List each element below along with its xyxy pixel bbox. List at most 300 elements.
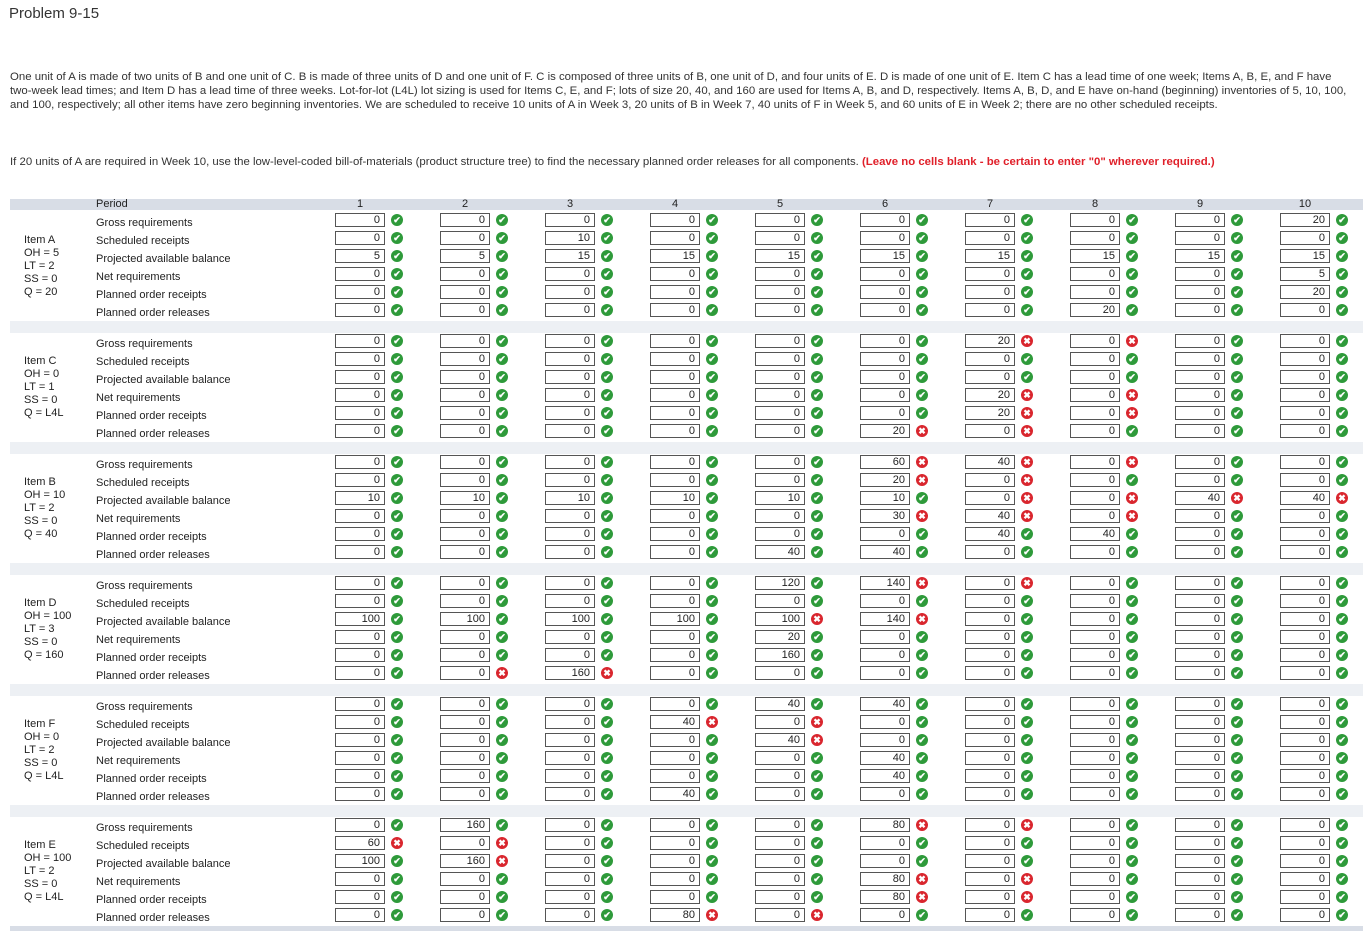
mrp-input-cell[interactable]: 0 xyxy=(860,666,910,680)
mrp-input-cell[interactable]: 0 xyxy=(650,473,700,487)
mrp-input-cell[interactable]: 0 xyxy=(335,666,385,680)
mrp-input-cell[interactable]: 0 xyxy=(860,406,910,420)
mrp-input-cell[interactable]: 0 xyxy=(1175,908,1225,922)
mrp-input-cell[interactable]: 160 xyxy=(545,666,595,680)
mrp-input-cell[interactable]: 0 xyxy=(1070,267,1120,281)
mrp-input-cell[interactable]: 0 xyxy=(1280,715,1330,729)
mrp-input-cell[interactable]: 0 xyxy=(965,303,1015,317)
mrp-input-cell[interactable]: 0 xyxy=(965,213,1015,227)
mrp-input-cell[interactable]: 10 xyxy=(545,231,595,245)
mrp-input-cell[interactable]: 20 xyxy=(1070,303,1120,317)
mrp-input-cell[interactable]: 0 xyxy=(1280,836,1330,850)
mrp-input-cell[interactable]: 0 xyxy=(965,890,1015,904)
mrp-input-cell[interactable]: 0 xyxy=(1175,473,1225,487)
mrp-input-cell[interactable]: 0 xyxy=(545,836,595,850)
mrp-input-cell[interactable]: 0 xyxy=(650,818,700,832)
mrp-input-cell[interactable]: 0 xyxy=(440,352,490,366)
mrp-input-cell[interactable]: 0 xyxy=(440,545,490,559)
mrp-input-cell[interactable]: 0 xyxy=(755,751,805,765)
mrp-input-cell[interactable]: 0 xyxy=(650,352,700,366)
mrp-input-cell[interactable]: 0 xyxy=(440,872,490,886)
mrp-input-cell[interactable]: 15 xyxy=(860,249,910,263)
mrp-input-cell[interactable]: 0 xyxy=(755,473,805,487)
mrp-input-cell[interactable]: 0 xyxy=(1280,890,1330,904)
mrp-input-cell[interactable]: 0 xyxy=(1175,370,1225,384)
mrp-input-cell[interactable]: 160 xyxy=(755,648,805,662)
mrp-input-cell[interactable]: 0 xyxy=(650,213,700,227)
mrp-input-cell[interactable]: 20 xyxy=(755,630,805,644)
mrp-input-cell[interactable]: 0 xyxy=(1280,854,1330,868)
mrp-input-cell[interactable]: 0 xyxy=(1280,576,1330,590)
mrp-input-cell[interactable]: 0 xyxy=(545,424,595,438)
mrp-input-cell[interactable]: 0 xyxy=(1175,715,1225,729)
mrp-input-cell[interactable]: 0 xyxy=(755,509,805,523)
mrp-input-cell[interactable]: 0 xyxy=(545,285,595,299)
mrp-input-cell[interactable]: 0 xyxy=(1175,594,1225,608)
mrp-input-cell[interactable]: 0 xyxy=(1070,715,1120,729)
mrp-input-cell[interactable]: 0 xyxy=(1280,527,1330,541)
mrp-input-cell[interactable]: 0 xyxy=(860,285,910,299)
mrp-input-cell[interactable]: 0 xyxy=(1070,697,1120,711)
mrp-input-cell[interactable]: 0 xyxy=(1175,388,1225,402)
mrp-input-cell[interactable]: 0 xyxy=(440,733,490,747)
mrp-input-cell[interactable]: 15 xyxy=(545,249,595,263)
mrp-input-cell[interactable]: 0 xyxy=(650,890,700,904)
mrp-input-cell[interactable]: 0 xyxy=(860,527,910,541)
mrp-input-cell[interactable]: 0 xyxy=(1070,388,1120,402)
mrp-input-cell[interactable]: 0 xyxy=(335,576,385,590)
mrp-input-cell[interactable]: 0 xyxy=(335,267,385,281)
mrp-input-cell[interactable]: 0 xyxy=(1175,648,1225,662)
mrp-input-cell[interactable]: 15 xyxy=(650,249,700,263)
mrp-input-cell[interactable]: 0 xyxy=(440,697,490,711)
mrp-input-cell[interactable]: 0 xyxy=(650,697,700,711)
mrp-input-cell[interactable]: 0 xyxy=(650,406,700,420)
mrp-input-cell[interactable]: 0 xyxy=(1175,285,1225,299)
mrp-input-cell[interactable]: 0 xyxy=(1175,213,1225,227)
mrp-input-cell[interactable]: 0 xyxy=(650,854,700,868)
mrp-input-cell[interactable]: 0 xyxy=(755,854,805,868)
mrp-input-cell[interactable]: 15 xyxy=(965,249,1015,263)
mrp-input-cell[interactable]: 60 xyxy=(860,455,910,469)
mrp-input-cell[interactable]: 0 xyxy=(440,715,490,729)
mrp-input-cell[interactable]: 0 xyxy=(545,818,595,832)
mrp-input-cell[interactable]: 40 xyxy=(1175,491,1225,505)
mrp-input-cell[interactable]: 0 xyxy=(545,406,595,420)
mrp-input-cell[interactable]: 0 xyxy=(1070,787,1120,801)
mrp-input-cell[interactable]: 0 xyxy=(440,787,490,801)
mrp-input-cell[interactable]: 0 xyxy=(1070,594,1120,608)
mrp-input-cell[interactable]: 0 xyxy=(1175,527,1225,541)
mrp-input-cell[interactable]: 0 xyxy=(545,509,595,523)
mrp-input-cell[interactable]: 0 xyxy=(755,769,805,783)
mrp-input-cell[interactable]: 0 xyxy=(1070,818,1120,832)
mrp-input-cell[interactable]: 0 xyxy=(440,231,490,245)
mrp-input-cell[interactable]: 0 xyxy=(1175,769,1225,783)
mrp-input-cell[interactable]: 40 xyxy=(860,769,910,783)
mrp-input-cell[interactable]: 0 xyxy=(755,836,805,850)
mrp-input-cell[interactable]: 0 xyxy=(335,872,385,886)
mrp-input-cell[interactable]: 0 xyxy=(1070,285,1120,299)
mrp-input-cell[interactable]: 0 xyxy=(335,733,385,747)
mrp-input-cell[interactable]: 10 xyxy=(650,491,700,505)
mrp-input-cell[interactable]: 0 xyxy=(965,854,1015,868)
mrp-input-cell[interactable]: 0 xyxy=(335,697,385,711)
mrp-input-cell[interactable]: 0 xyxy=(335,303,385,317)
mrp-input-cell[interactable]: 0 xyxy=(965,872,1015,886)
mrp-input-cell[interactable]: 0 xyxy=(650,648,700,662)
mrp-input-cell[interactable]: 0 xyxy=(1070,491,1120,505)
mrp-input-cell[interactable]: 0 xyxy=(440,267,490,281)
mrp-input-cell[interactable]: 0 xyxy=(1280,769,1330,783)
mrp-input-cell[interactable]: 0 xyxy=(1175,334,1225,348)
mrp-input-cell[interactable]: 40 xyxy=(1070,527,1120,541)
mrp-input-cell[interactable]: 0 xyxy=(1175,818,1225,832)
mrp-input-cell[interactable]: 0 xyxy=(1280,545,1330,559)
mrp-input-cell[interactable]: 0 xyxy=(335,527,385,541)
mrp-input-cell[interactable]: 0 xyxy=(1070,406,1120,420)
mrp-input-cell[interactable]: 0 xyxy=(335,715,385,729)
mrp-input-cell[interactable]: 0 xyxy=(440,751,490,765)
mrp-input-cell[interactable]: 0 xyxy=(1280,303,1330,317)
mrp-input-cell[interactable]: 0 xyxy=(1280,424,1330,438)
mrp-input-cell[interactable]: 10 xyxy=(335,491,385,505)
mrp-input-cell[interactable]: 0 xyxy=(545,751,595,765)
mrp-input-cell[interactable]: 0 xyxy=(335,787,385,801)
mrp-input-cell[interactable]: 0 xyxy=(440,406,490,420)
mrp-input-cell[interactable]: 0 xyxy=(650,751,700,765)
mrp-input-cell[interactable]: 0 xyxy=(1280,648,1330,662)
mrp-input-cell[interactable]: 0 xyxy=(860,648,910,662)
mrp-input-cell[interactable]: 0 xyxy=(965,491,1015,505)
mrp-input-cell[interactable]: 0 xyxy=(545,527,595,541)
mrp-input-cell[interactable]: 0 xyxy=(1070,231,1120,245)
mrp-input-cell[interactable]: 0 xyxy=(1070,890,1120,904)
mrp-input-cell[interactable]: 0 xyxy=(545,769,595,783)
mrp-input-cell[interactable]: 20 xyxy=(1280,213,1330,227)
mrp-input-cell[interactable]: 0 xyxy=(755,715,805,729)
mrp-input-cell[interactable]: 80 xyxy=(860,890,910,904)
mrp-input-cell[interactable]: 0 xyxy=(1175,406,1225,420)
mrp-input-cell[interactable]: 40 xyxy=(650,787,700,801)
mrp-input-cell[interactable]: 0 xyxy=(545,388,595,402)
mrp-input-cell[interactable]: 0 xyxy=(650,424,700,438)
mrp-input-cell[interactable]: 0 xyxy=(965,231,1015,245)
mrp-input-cell[interactable]: 20 xyxy=(1280,285,1330,299)
mrp-input-cell[interactable]: 40 xyxy=(755,545,805,559)
mrp-input-cell[interactable]: 40 xyxy=(860,697,910,711)
mrp-input-cell[interactable]: 0 xyxy=(650,769,700,783)
mrp-input-cell[interactable]: 0 xyxy=(440,666,490,680)
mrp-input-cell[interactable]: 0 xyxy=(545,697,595,711)
mrp-input-cell[interactable]: 0 xyxy=(1175,576,1225,590)
mrp-input-cell[interactable]: 0 xyxy=(335,545,385,559)
mrp-input-cell[interactable]: 15 xyxy=(755,249,805,263)
mrp-input-cell[interactable]: 20 xyxy=(965,334,1015,348)
mrp-input-cell[interactable]: 0 xyxy=(1280,612,1330,626)
mrp-input-cell[interactable]: 0 xyxy=(965,648,1015,662)
mrp-input-cell[interactable]: 30 xyxy=(860,509,910,523)
mrp-input-cell[interactable]: 0 xyxy=(440,594,490,608)
mrp-input-cell[interactable]: 0 xyxy=(1175,267,1225,281)
mrp-input-cell[interactable]: 0 xyxy=(650,630,700,644)
mrp-input-cell[interactable]: 100 xyxy=(335,612,385,626)
mrp-input-cell[interactable]: 60 xyxy=(335,836,385,850)
mrp-input-cell[interactable]: 0 xyxy=(440,388,490,402)
mrp-input-cell[interactable]: 0 xyxy=(1070,334,1120,348)
mrp-input-cell[interactable]: 0 xyxy=(335,352,385,366)
mrp-input-cell[interactable]: 0 xyxy=(965,769,1015,783)
mrp-input-cell[interactable]: 0 xyxy=(755,594,805,608)
mrp-input-cell[interactable]: 0 xyxy=(545,787,595,801)
mrp-input-cell[interactable]: 0 xyxy=(1280,630,1330,644)
mrp-input-cell[interactable]: 0 xyxy=(860,388,910,402)
mrp-input-cell[interactable]: 0 xyxy=(1070,854,1120,868)
mrp-input-cell[interactable]: 40 xyxy=(1280,491,1330,505)
mrp-input-cell[interactable]: 0 xyxy=(545,576,595,590)
mrp-input-cell[interactable]: 0 xyxy=(1175,733,1225,747)
mrp-input-cell[interactable]: 0 xyxy=(1175,751,1225,765)
mrp-input-cell[interactable]: 0 xyxy=(335,509,385,523)
mrp-input-cell[interactable]: 0 xyxy=(650,455,700,469)
mrp-input-cell[interactable]: 0 xyxy=(1175,872,1225,886)
mrp-input-cell[interactable]: 0 xyxy=(1070,648,1120,662)
mrp-input-cell[interactable]: 0 xyxy=(335,751,385,765)
mrp-input-cell[interactable]: 0 xyxy=(545,872,595,886)
mrp-input-cell[interactable]: 0 xyxy=(1175,890,1225,904)
mrp-input-cell[interactable]: 0 xyxy=(1175,630,1225,644)
mrp-input-cell[interactable]: 0 xyxy=(965,787,1015,801)
mrp-input-cell[interactable]: 160 xyxy=(440,854,490,868)
mrp-input-cell[interactable]: 0 xyxy=(1070,908,1120,922)
mrp-input-cell[interactable]: 0 xyxy=(755,406,805,420)
mrp-input-cell[interactable]: 160 xyxy=(440,818,490,832)
mrp-input-cell[interactable]: 0 xyxy=(860,231,910,245)
mrp-input-cell[interactable]: 0 xyxy=(965,473,1015,487)
mrp-input-cell[interactable]: 80 xyxy=(860,872,910,886)
mrp-input-cell[interactable]: 0 xyxy=(860,787,910,801)
mrp-input-cell[interactable]: 0 xyxy=(335,406,385,420)
mrp-input-cell[interactable]: 40 xyxy=(650,715,700,729)
mrp-input-cell[interactable]: 0 xyxy=(1280,352,1330,366)
mrp-input-cell[interactable]: 100 xyxy=(545,612,595,626)
mrp-input-cell[interactable]: 0 xyxy=(545,352,595,366)
mrp-input-cell[interactable]: 0 xyxy=(755,213,805,227)
mrp-input-cell[interactable]: 0 xyxy=(1070,213,1120,227)
mrp-input-cell[interactable]: 0 xyxy=(1175,352,1225,366)
mrp-input-cell[interactable]: 0 xyxy=(1175,545,1225,559)
mrp-input-cell[interactable]: 40 xyxy=(860,545,910,559)
mrp-input-cell[interactable]: 0 xyxy=(1280,594,1330,608)
mrp-input-cell[interactable]: 0 xyxy=(1070,769,1120,783)
mrp-input-cell[interactable]: 0 xyxy=(650,872,700,886)
mrp-input-cell[interactable]: 40 xyxy=(755,733,805,747)
mrp-input-cell[interactable]: 0 xyxy=(440,630,490,644)
mrp-input-cell[interactable]: 0 xyxy=(1175,455,1225,469)
mrp-input-cell[interactable]: 0 xyxy=(860,715,910,729)
mrp-input-cell[interactable]: 0 xyxy=(1280,406,1330,420)
mrp-input-cell[interactable]: 0 xyxy=(1070,370,1120,384)
mrp-input-cell[interactable]: 100 xyxy=(755,612,805,626)
mrp-input-cell[interactable]: 0 xyxy=(440,213,490,227)
mrp-input-cell[interactable]: 0 xyxy=(860,267,910,281)
mrp-input-cell[interactable]: 0 xyxy=(755,527,805,541)
mrp-input-cell[interactable]: 0 xyxy=(1280,334,1330,348)
mrp-input-cell[interactable]: 0 xyxy=(860,213,910,227)
mrp-input-cell[interactable]: 0 xyxy=(335,630,385,644)
mrp-input-cell[interactable]: 0 xyxy=(965,908,1015,922)
mrp-input-cell[interactable]: 0 xyxy=(1280,697,1330,711)
mrp-input-cell[interactable]: 0 xyxy=(860,352,910,366)
mrp-input-cell[interactable]: 40 xyxy=(860,751,910,765)
mrp-input-cell[interactable]: 0 xyxy=(335,285,385,299)
mrp-input-cell[interactable]: 0 xyxy=(965,285,1015,299)
mrp-input-cell[interactable]: 0 xyxy=(860,594,910,608)
mrp-input-cell[interactable]: 0 xyxy=(545,854,595,868)
mrp-input-cell[interactable]: 0 xyxy=(1175,612,1225,626)
mrp-input-cell[interactable]: 40 xyxy=(965,455,1015,469)
mrp-input-cell[interactable]: 0 xyxy=(1175,509,1225,523)
mrp-input-cell[interactable]: 0 xyxy=(1070,473,1120,487)
mrp-input-cell[interactable]: 0 xyxy=(755,424,805,438)
mrp-input-cell[interactable]: 0 xyxy=(755,666,805,680)
mrp-input-cell[interactable]: 100 xyxy=(650,612,700,626)
mrp-input-cell[interactable]: 40 xyxy=(755,697,805,711)
mrp-input-cell[interactable]: 0 xyxy=(1175,836,1225,850)
mrp-input-cell[interactable]: 15 xyxy=(1175,249,1225,263)
mrp-input-cell[interactable]: 0 xyxy=(545,455,595,469)
mrp-input-cell[interactable]: 0 xyxy=(650,303,700,317)
mrp-input-cell[interactable]: 0 xyxy=(650,267,700,281)
mrp-input-cell[interactable]: 140 xyxy=(860,576,910,590)
mrp-input-cell[interactable]: 100 xyxy=(335,854,385,868)
mrp-input-cell[interactable]: 0 xyxy=(1280,388,1330,402)
mrp-input-cell[interactable]: 0 xyxy=(860,334,910,348)
mrp-input-cell[interactable]: 0 xyxy=(545,370,595,384)
mrp-input-cell[interactable]: 0 xyxy=(965,612,1015,626)
mrp-input-cell[interactable]: 80 xyxy=(860,818,910,832)
mrp-input-cell[interactable]: 0 xyxy=(440,527,490,541)
mrp-input-cell[interactable]: 0 xyxy=(860,630,910,644)
mrp-input-cell[interactable]: 0 xyxy=(1280,733,1330,747)
mrp-input-cell[interactable]: 40 xyxy=(965,527,1015,541)
mrp-input-cell[interactable]: 0 xyxy=(965,370,1015,384)
mrp-input-cell[interactable]: 20 xyxy=(965,406,1015,420)
mrp-input-cell[interactable]: 0 xyxy=(650,733,700,747)
mrp-input-cell[interactable]: 0 xyxy=(755,455,805,469)
mrp-input-cell[interactable]: 0 xyxy=(335,370,385,384)
mrp-input-cell[interactable]: 100 xyxy=(440,612,490,626)
mrp-input-cell[interactable]: 0 xyxy=(965,818,1015,832)
mrp-input-cell[interactable]: 0 xyxy=(1175,854,1225,868)
mrp-input-cell[interactable]: 0 xyxy=(335,473,385,487)
mrp-input-cell[interactable]: 0 xyxy=(1070,666,1120,680)
mrp-input-cell[interactable]: 0 xyxy=(335,388,385,402)
mrp-input-cell[interactable]: 0 xyxy=(545,303,595,317)
mrp-input-cell[interactable]: 0 xyxy=(755,285,805,299)
mrp-input-cell[interactable]: 0 xyxy=(335,424,385,438)
mrp-input-cell[interactable]: 0 xyxy=(965,576,1015,590)
mrp-input-cell[interactable]: 0 xyxy=(1070,733,1120,747)
mrp-input-cell[interactable]: 0 xyxy=(1280,818,1330,832)
mrp-input-cell[interactable]: 0 xyxy=(440,908,490,922)
mrp-input-cell[interactable]: 0 xyxy=(335,594,385,608)
mrp-input-cell[interactable]: 0 xyxy=(545,648,595,662)
mrp-input-cell[interactable]: 0 xyxy=(1280,751,1330,765)
mrp-input-cell[interactable]: 0 xyxy=(1070,509,1120,523)
mrp-input-cell[interactable]: 0 xyxy=(965,666,1015,680)
mrp-input-cell[interactable]: 0 xyxy=(440,769,490,783)
mrp-input-cell[interactable]: 0 xyxy=(545,715,595,729)
mrp-input-cell[interactable]: 0 xyxy=(650,594,700,608)
mrp-input-cell[interactable]: 0 xyxy=(965,715,1015,729)
mrp-input-cell[interactable]: 0 xyxy=(1070,352,1120,366)
mrp-input-cell[interactable]: 0 xyxy=(1280,473,1330,487)
mrp-input-cell[interactable]: 0 xyxy=(335,769,385,783)
mrp-input-cell[interactable]: 0 xyxy=(335,908,385,922)
mrp-input-cell[interactable]: 0 xyxy=(440,370,490,384)
mrp-input-cell[interactable]: 5 xyxy=(1280,267,1330,281)
mrp-input-cell[interactable]: 0 xyxy=(1280,455,1330,469)
mrp-input-cell[interactable]: 0 xyxy=(1070,872,1120,886)
mrp-input-cell[interactable]: 0 xyxy=(650,370,700,384)
mrp-input-cell[interactable]: 0 xyxy=(965,594,1015,608)
mrp-input-cell[interactable]: 0 xyxy=(1175,787,1225,801)
mrp-input-cell[interactable]: 0 xyxy=(440,648,490,662)
mrp-input-cell[interactable]: 0 xyxy=(1175,424,1225,438)
mrp-input-cell[interactable]: 0 xyxy=(860,733,910,747)
mrp-input-cell[interactable]: 0 xyxy=(860,303,910,317)
mrp-input-cell[interactable]: 0 xyxy=(755,890,805,904)
mrp-input-cell[interactable]: 0 xyxy=(335,890,385,904)
mrp-input-cell[interactable]: 0 xyxy=(1280,787,1330,801)
mrp-input-cell[interactable]: 40 xyxy=(965,509,1015,523)
mrp-input-cell[interactable]: 0 xyxy=(860,370,910,384)
mrp-input-cell[interactable]: 0 xyxy=(755,267,805,281)
mrp-input-cell[interactable]: 0 xyxy=(1070,836,1120,850)
mrp-input-cell[interactable]: 0 xyxy=(1070,424,1120,438)
mrp-input-cell[interactable]: 0 xyxy=(650,545,700,559)
mrp-input-cell[interactable]: 0 xyxy=(1070,545,1120,559)
mrp-input-cell[interactable]: 0 xyxy=(965,424,1015,438)
mrp-input-cell[interactable]: 0 xyxy=(335,231,385,245)
mrp-input-cell[interactable]: 10 xyxy=(860,491,910,505)
mrp-input-cell[interactable]: 0 xyxy=(965,267,1015,281)
mrp-input-cell[interactable]: 0 xyxy=(755,388,805,402)
mrp-input-cell[interactable]: 0 xyxy=(755,303,805,317)
mrp-input-cell[interactable]: 0 xyxy=(965,697,1015,711)
mrp-input-cell[interactable]: 120 xyxy=(755,576,805,590)
mrp-input-cell[interactable]: 0 xyxy=(545,267,595,281)
mrp-input-cell[interactable]: 0 xyxy=(440,455,490,469)
mrp-input-cell[interactable]: 0 xyxy=(440,424,490,438)
mrp-input-cell[interactable]: 0 xyxy=(545,908,595,922)
mrp-input-cell[interactable]: 15 xyxy=(1070,249,1120,263)
mrp-input-cell[interactable]: 0 xyxy=(1070,751,1120,765)
mrp-input-cell[interactable]: 0 xyxy=(1175,666,1225,680)
mrp-input-cell[interactable]: 0 xyxy=(650,527,700,541)
mrp-input-cell[interactable]: 0 xyxy=(545,473,595,487)
mrp-input-cell[interactable]: 0 xyxy=(440,509,490,523)
mrp-input-cell[interactable]: 0 xyxy=(965,751,1015,765)
mrp-input-cell[interactable]: 0 xyxy=(1175,231,1225,245)
mrp-input-cell[interactable]: 0 xyxy=(1175,303,1225,317)
mrp-input-cell[interactable]: 80 xyxy=(650,908,700,922)
mrp-input-cell[interactable]: 0 xyxy=(650,509,700,523)
mrp-input-cell[interactable]: 0 xyxy=(440,473,490,487)
mrp-input-cell[interactable]: 5 xyxy=(440,249,490,263)
mrp-input-cell[interactable]: 0 xyxy=(965,630,1015,644)
